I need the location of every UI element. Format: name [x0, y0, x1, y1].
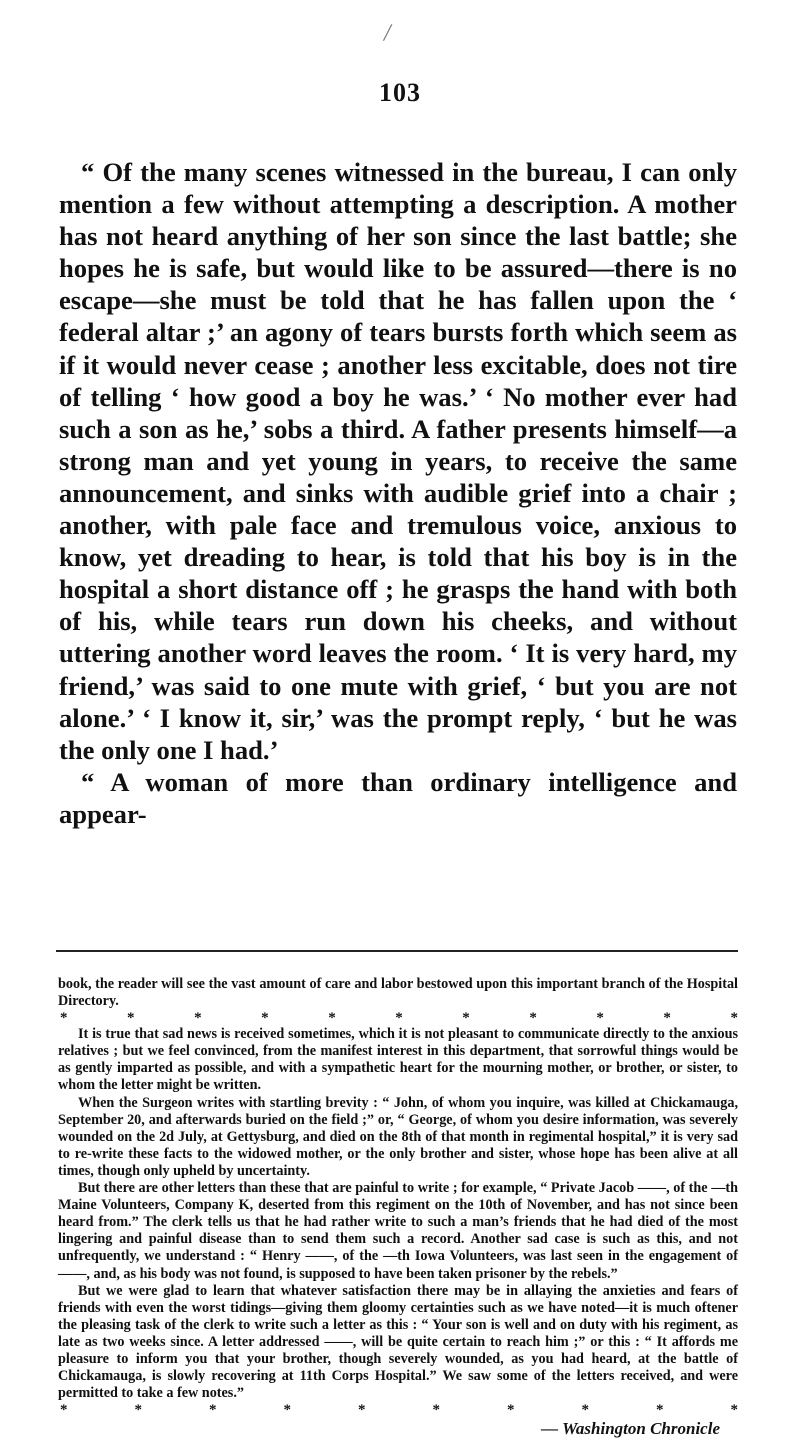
page-number: 103: [379, 78, 421, 107]
asterisk: *: [432, 1402, 440, 1419]
asterisk: *: [656, 1402, 664, 1419]
footnote-opening: book, the reader will see the vast amount of care and labor bestowed upon this important branch of the Hospital Directory.: [58, 976, 738, 1010]
footnote-paragraph: But there are other letters than these that are painful to write ; for example, “ Private Jacob ——, of the —th Maine Volunteers, Company K, deserted from this regiment on the 10th of November, and has not since been heard from.” The clerk tells us that he had rather write to such a man’s friends that he had died of the most lingering and painful disease than to send them such a record. Another sad case is such as this, and not unfrequently, we understand : “ Henry ——, of the —th Iowa Volunteers, was last seen in the engagement of ——, and, as his body was not found, is supposed to have been taken prisoner by the rebels.”: [58, 1180, 738, 1282]
asterisk: *: [60, 1402, 68, 1419]
asterisk: *: [60, 1010, 68, 1027]
asterisk: *: [261, 1010, 269, 1027]
asterisk-separator: [58, 1010, 738, 1026]
footnote-paragraph: It is true that sad news is received sometimes, which it is not pleasant to communicate directly to the anxious relatives ; but we feel convinced, from the manifest interest in this department, that sorrowful things would be as gently imparted as possible, and with a sympathetic heart for the mourning mother, or brother, or sister, to whom the letter might be written.: [58, 1026, 738, 1094]
asterisk: *: [328, 1010, 336, 1027]
main-paragraph: “ A woman of more than ordinary intelligence and appear-: [59, 766, 737, 829]
asterisk: *: [194, 1010, 202, 1027]
asterisk: *: [581, 1402, 589, 1419]
footnote-divider: [56, 950, 738, 952]
main-paragraph: “ Of the many scenes witnessed in the bureau, I can only mention a few without attempting a description. A mother has not heard anything of her son since the last battle; she hopes he is safe, but would like to be assured—there is no escape—she must be told that he has fallen upon the ‘ federal altar ;’ an agony of tears bursts forth which seem as if it would never cease ; another less excitable, does not tire of telling ‘ how good a boy he was.’ ‘ No mother ever had such a son as he,’ sobs a third. A father presents himself—a strong man and yet young in years, to receive the same announcement, and sinks with audible grief into a chair ; another, with pale face and tremulous voice, anxious to know, yet dreading to hear, is told that his boy is in the hospital a short distance off ; he grasps the hand with both of his, while tears run down his cheeks, and without uttering another word leaves the room. ‘ It is very hard, my friend,’ was said to one mute with grief, ‘ but you are not alone.’ ‘ I know it, sir,’ was the prompt reply, ‘ but he was the only one I had.’: [59, 157, 737, 765]
asterisk: *: [663, 1010, 671, 1027]
asterisk: *: [507, 1402, 515, 1419]
asterisk: *: [127, 1010, 135, 1027]
asterisk: *: [209, 1402, 217, 1419]
asterisk: *: [134, 1402, 142, 1419]
asterisk: *: [730, 1010, 738, 1027]
stray-pencil-mark: /: [382, 17, 394, 48]
source-attribution: — Washington Chronicle: [541, 1419, 720, 1439]
asterisk: *: [462, 1010, 470, 1027]
asterisk: *: [596, 1010, 604, 1027]
main-text: [59, 156, 737, 830]
asterisk: *: [283, 1402, 291, 1419]
asterisk: *: [395, 1010, 403, 1027]
footnote-paragraph: But we were glad to learn that whatever satisfaction there may be in allaying the anxieties and fears of friends with even the worst tidings—giving them gloomy certainties such as we have noted—it is much oftener the pleasing task of the clerk to write such a letter as this : “ Your son is well and on duty with his regiment, as late as two weeks since. A letter addressed ——, will be quite certain to reach him ;” or this : “ It affords me pleasure to inform you that your brother, though severely wounded, as you had heard, at the battle of Chickamauga, is slowly recovering at 11th Corps Hospital.” We saw some of the letters received, and were permitted to take a few notes.”: [58, 1282, 738, 1402]
footnote: [58, 976, 738, 1440]
closing-asterisk-separator: [58, 1402, 738, 1418]
footnote-paragraph: When the Surgeon writes with startling brevity : “ John, of whom you inquire, was killed at Chickamauga, September 20, and afterwards buried on the field ;” or, “ George, of whom you desire information, was severely wounded on the 2d July, at Gettysburg, and died on the 8th of that month in regimental hospital,” it is very sad to re-write these facts to the widowed mother, or the only brother and sister, whose hope has been alive at all times, though only upheld by uncertainty.: [58, 1094, 738, 1179]
asterisk: *: [730, 1402, 738, 1419]
asterisk: *: [358, 1402, 366, 1419]
asterisk: *: [529, 1010, 537, 1027]
